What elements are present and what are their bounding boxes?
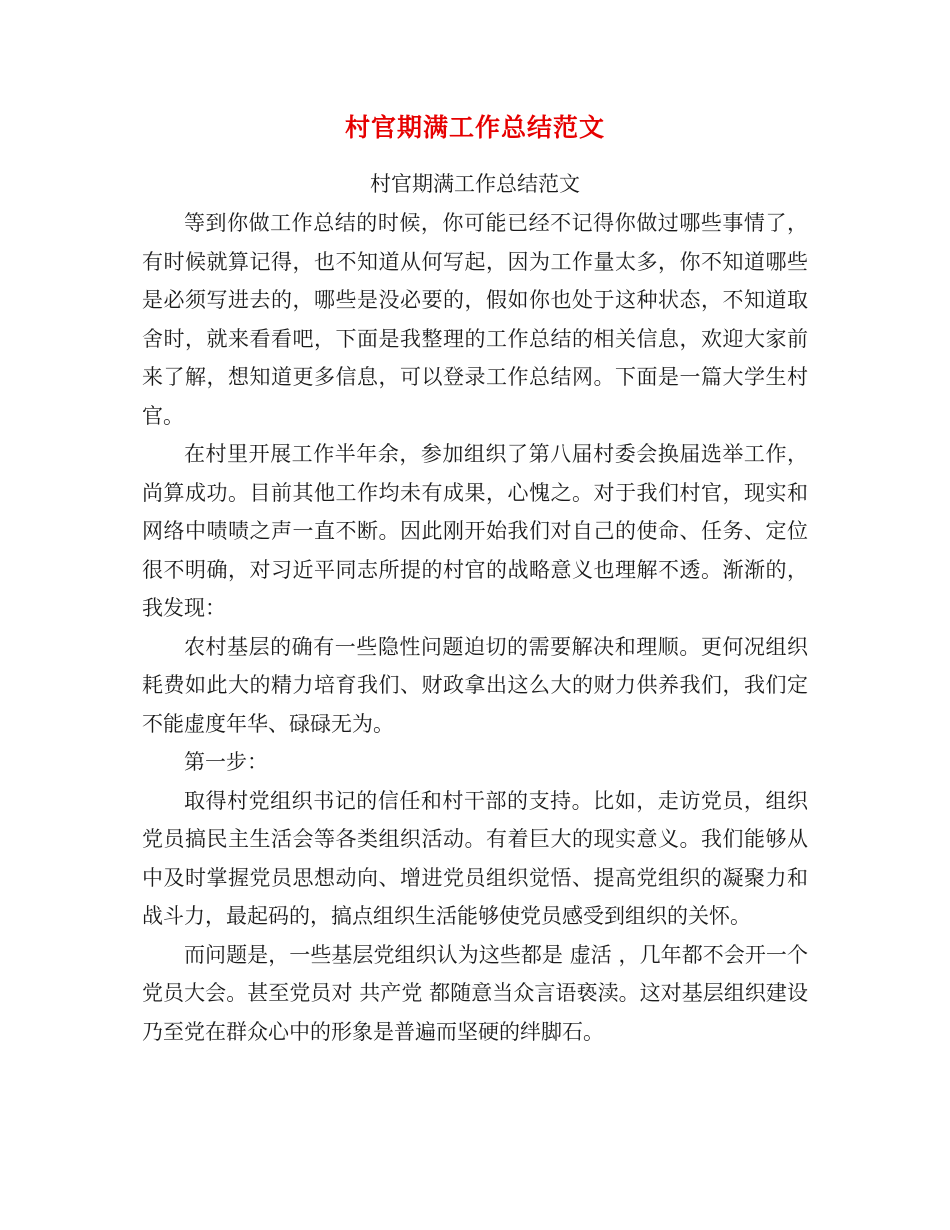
paragraph-step-one-heading: 第一步：: [184, 750, 268, 774]
document-title: 村官期满工作总结范文: [344, 113, 605, 142]
paragraph-work-summary: 在村里开展工作半年余，参加组织了第八届村委会换届选举工作，尚算成功。目前其他工作均未有成果，心愧之。对于我们村官，现实和网络中啧啧之声一直不断。因此刚开始我们对自己的使命、任务、定位很不明确，对习近平同志所提的村官的战略意义也理解不透。渐渐的，我发现：: [142, 442, 808, 620]
paragraph-step-one-detail: 取得村党组织书记的信任和村干部的支持。比如，走访党员，组织党员搞民主生活会等各类组织活动。有着巨大的现实意义。我们能够从中及时掌握党员思想动向、增进党员组织觉悟、提高党组织的凝聚力和战斗力，最起码的，搞点组织生活能够使党员感受到组织的关怀。: [142, 788, 808, 928]
paragraph-rural-issues: 农村基层的确有一些隐性问题迫切的需要解决和理顺。更何况组织耗费如此大的精力培育我们、财政拿出这么大的财力供养我们，我们定不能虚度年华、碌碌无为。: [142, 634, 808, 736]
paragraph-intro: 等到你做工作总结的时候，你可能已经不记得你做过哪些事情了，有时候就算记得，也不知道从何写起，因为工作量太多，你不知道哪些是必须写进去的，哪些是没必要的，假如你也处于这种状态，不知道取舍时，就来看看吧，下面是我整理的工作总结的相关信息，欢迎大家前来了解，想知道更多信息，可以登录工作总结网。下面是一篇大学生村官。: [142, 211, 808, 428]
document-body: [142, 204, 808, 1051]
document-subtitle: 村官期满工作总结范文: [370, 172, 580, 196]
paragraph-problem: 而问题是，一些基层党组织认为这些都是 虚活 ，几年都不会开一个党员大会。甚至党员对 共产党 都随意当众言语亵渎。这对基层组织建设乃至党在群众心中的形象是普遍而坚硬的绊脚石。: [142, 942, 808, 1044]
